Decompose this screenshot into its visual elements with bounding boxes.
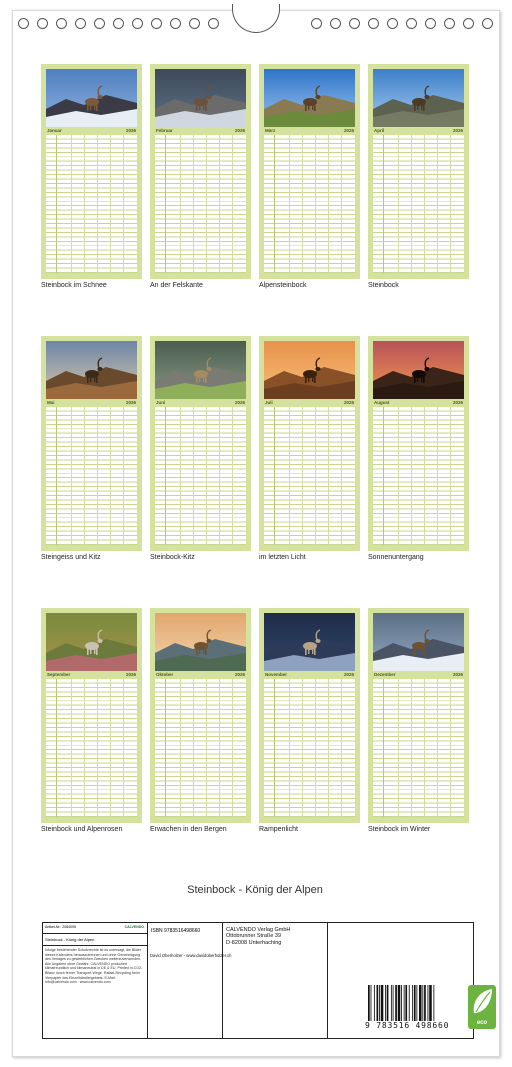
day-rows — [155, 407, 246, 545]
author-credit: David Oberholzer - www.davidoberholzer.ch — [150, 953, 232, 958]
entry-column-line — [341, 135, 342, 273]
binding-hole — [113, 18, 124, 29]
entry-column-line — [123, 135, 124, 273]
entry-column-line — [110, 679, 111, 817]
day-rows — [373, 679, 464, 817]
day-number-column — [155, 679, 166, 817]
month-name: Juli — [265, 400, 273, 405]
day-rows — [373, 407, 464, 545]
month-panel — [259, 608, 360, 823]
info-column-isbn — [148, 923, 223, 1038]
month-photo — [264, 69, 355, 127]
month-header — [373, 671, 464, 678]
binding-hole — [151, 18, 162, 29]
month-panel — [41, 336, 142, 551]
month-caption: Sonnenuntergang — [368, 554, 424, 561]
month-year: 2026 — [125, 400, 136, 405]
binding-hole — [37, 18, 48, 29]
entry-column-line — [232, 407, 233, 545]
entry-column-line — [219, 679, 220, 817]
binding-hole — [189, 18, 200, 29]
month-header — [46, 127, 137, 134]
binding-hole — [368, 18, 379, 29]
month-photo — [46, 341, 137, 399]
month-caption: Steinbock und Alpenrosen — [41, 826, 123, 833]
eco-label: eco — [476, 1020, 488, 1026]
entry-column-line — [232, 679, 233, 817]
entry-column-line — [123, 407, 124, 545]
month-year: 2026 — [125, 128, 136, 133]
info-column-publisher — [223, 923, 328, 1038]
day-rows — [264, 679, 355, 817]
month-photo — [264, 341, 355, 399]
binding-hole — [208, 18, 219, 29]
barcode-bar — [377, 985, 379, 1021]
entry-column-line — [424, 679, 425, 817]
entry-column-line — [424, 407, 425, 545]
entry-column-line — [437, 135, 438, 273]
barcode-bar — [419, 985, 422, 1021]
barcode-bar — [412, 985, 413, 1021]
barcode-bar — [416, 985, 417, 1021]
entry-column-line — [219, 135, 220, 273]
entry-column-line — [341, 407, 342, 545]
day-rows — [264, 135, 355, 273]
day-number-column — [264, 135, 275, 273]
month-photo — [373, 69, 464, 127]
entry-column-line — [328, 407, 329, 545]
entry-column-line — [180, 679, 181, 817]
entry-column-line — [424, 135, 425, 273]
month-year: 2026 — [234, 400, 245, 405]
month-panel — [368, 336, 469, 551]
month-name: Mai — [47, 400, 55, 405]
entry-column-line — [289, 679, 290, 817]
month-caption: Steinbock im Winter — [368, 826, 431, 833]
month-year: 2026 — [452, 128, 463, 133]
entry-column-line — [84, 135, 85, 273]
entry-column-line — [302, 679, 303, 817]
entry-column-line — [84, 407, 85, 545]
month-caption: An der Felskante — [150, 282, 203, 289]
barcode-bar — [404, 985, 405, 1021]
month-year: 2026 — [452, 672, 463, 677]
entry-column-line — [123, 679, 124, 817]
month-header — [155, 127, 246, 134]
month-header — [264, 399, 355, 406]
entry-column-line — [302, 407, 303, 545]
month-caption: Steinbock im Schnee — [41, 282, 107, 289]
entry-column-line — [206, 407, 207, 545]
entry-column-line — [289, 407, 290, 545]
barcode-number: 9 783516 498660 — [365, 1021, 450, 1030]
entry-column-line — [437, 679, 438, 817]
day-number-column — [373, 679, 384, 817]
month-name: Januar — [47, 128, 62, 133]
barcode-bar — [433, 985, 434, 1021]
entry-column-line — [193, 135, 194, 273]
eco-badge — [468, 985, 496, 1029]
month-name: März — [265, 128, 276, 133]
isbn: ISBN 9783516498660 — [151, 928, 201, 934]
month-panel — [368, 64, 469, 279]
barcode-bar — [428, 985, 429, 1021]
entry-column-line — [97, 407, 98, 545]
barcode-bar — [429, 985, 432, 1021]
entry-column-line — [450, 407, 451, 545]
month-header — [155, 671, 246, 678]
binding-hole — [170, 18, 181, 29]
month-photo — [373, 341, 464, 399]
month-name: November — [265, 672, 288, 677]
barcode-bar — [374, 985, 375, 1021]
month-panel — [41, 64, 142, 279]
binding-hole — [387, 18, 398, 29]
barcode-bar — [401, 985, 402, 1021]
entry-column-line — [71, 679, 72, 817]
barcode-bar — [424, 985, 426, 1021]
info-column-product — [43, 923, 148, 1038]
entry-column-line — [302, 135, 303, 273]
barcode-bar — [387, 985, 389, 1021]
binding-hole — [425, 18, 436, 29]
entry-column-line — [110, 407, 111, 545]
month-panel — [259, 64, 360, 279]
month-name: Oktober — [156, 672, 174, 677]
entry-column-line — [315, 135, 316, 273]
entry-column-line — [206, 679, 207, 817]
entry-column-line — [180, 135, 181, 273]
entry-column-line — [411, 135, 412, 273]
entry-column-line — [411, 407, 412, 545]
month-panel — [150, 608, 251, 823]
month-header — [264, 671, 355, 678]
day-number-column — [46, 679, 57, 817]
entry-column-line — [71, 407, 72, 545]
entry-column-line — [84, 679, 85, 817]
binding-hole — [18, 18, 29, 29]
binding-hole — [406, 18, 417, 29]
month-header — [155, 399, 246, 406]
entry-column-line — [193, 679, 194, 817]
barcode-bar — [405, 985, 407, 1021]
month-year: 2026 — [452, 400, 463, 405]
info-box — [42, 922, 488, 1039]
day-number-column — [155, 407, 166, 545]
day-rows — [46, 679, 137, 817]
day-number-column — [46, 135, 57, 273]
day-number-column — [264, 407, 275, 545]
month-panel — [368, 608, 469, 823]
entry-column-line — [315, 679, 316, 817]
month-panel — [150, 64, 251, 279]
binding-hole — [94, 18, 105, 29]
entry-column-line — [289, 135, 290, 273]
day-number-column — [264, 679, 275, 817]
entry-column-line — [437, 407, 438, 545]
leaf-icon — [468, 985, 496, 1019]
month-header — [373, 399, 464, 406]
barcode-bar — [398, 985, 401, 1021]
entry-column-line — [450, 135, 451, 273]
month-panel — [150, 336, 251, 551]
month-caption: im letzten Licht — [259, 554, 306, 561]
day-number-column — [373, 407, 384, 545]
entry-column-line — [450, 679, 451, 817]
entry-column-line — [398, 135, 399, 273]
barcode-bar — [414, 985, 416, 1021]
month-header — [373, 127, 464, 134]
entry-column-line — [328, 135, 329, 273]
month-name: April — [374, 128, 385, 133]
entry-column-line — [315, 407, 316, 545]
day-rows — [155, 135, 246, 273]
barcode-bar — [385, 985, 386, 1021]
entry-column-line — [97, 679, 98, 817]
day-rows — [373, 135, 464, 273]
month-caption: Steingeiss und Kitz — [41, 554, 101, 561]
month-caption: Alpensteinbock — [259, 282, 307, 289]
month-caption: Steinbock-Kitz — [150, 554, 195, 561]
entry-column-line — [219, 407, 220, 545]
month-name: Juni — [156, 400, 166, 405]
month-header — [46, 399, 137, 406]
article-number: Artikel-Nr.: 2084095 — [45, 925, 76, 929]
barcode-bar — [381, 985, 384, 1021]
day-rows — [46, 407, 137, 545]
entry-column-line — [193, 407, 194, 545]
entry-column-line — [71, 135, 72, 273]
month-caption: Rampenlicht — [259, 826, 298, 833]
entry-column-line — [341, 679, 342, 817]
month-photo — [155, 613, 246, 671]
barcode-bar — [391, 985, 392, 1021]
month-photo — [46, 613, 137, 671]
month-name: Dezember — [374, 672, 396, 677]
month-year: 2026 — [343, 400, 354, 405]
month-name: August — [374, 400, 390, 405]
publisher-address: CALVENDO Verlag GmbH Ottobrunner Straße 39 D-82008 Unterhaching — [226, 927, 291, 946]
binding-hole — [349, 18, 360, 29]
day-number-column — [46, 407, 57, 545]
month-header — [46, 671, 137, 678]
binding-hole — [132, 18, 143, 29]
entry-column-line — [328, 679, 329, 817]
legal-text: Infolge bestehender Schutzrechte ist es untersagt, die Bilder dieses Kalenders herauszutrennen und ohne Genehmigung des Verlages zu gewerblichen Zwecken weiterzuverwenden. Alle Angaben ohne Gewähr. CALVENDO produziert klimafreundlich und klimaneutral in DE & EU. Printed in CO2-Bilanz durch ferner Transport-Wege. Rafael-Recycling beim Vierpapier des Einzelhändlergebiets. E-Mail: info@calvendo.com · www.calvendo.com — [45, 948, 143, 985]
month-photo — [155, 69, 246, 127]
entry-column-line — [206, 135, 207, 273]
day-rows — [264, 407, 355, 545]
binding-hole — [56, 18, 67, 29]
month-photo — [264, 613, 355, 671]
day-number-column — [373, 135, 384, 273]
barcode-bar — [395, 985, 397, 1021]
binding-hole — [482, 18, 493, 29]
product-name: Steinbock - König der Alpen — [43, 934, 147, 946]
info-column-barcode — [328, 923, 488, 1038]
month-year: 2026 — [234, 128, 245, 133]
month-photo — [46, 69, 137, 127]
month-year: 2026 — [343, 672, 354, 677]
month-caption: Steinbock — [368, 282, 399, 289]
month-header — [264, 127, 355, 134]
day-number-column — [155, 135, 166, 273]
month-name: Februar — [156, 128, 173, 133]
entry-column-line — [97, 135, 98, 273]
month-panel — [41, 608, 142, 823]
month-photo — [155, 341, 246, 399]
month-year: 2026 — [234, 672, 245, 677]
entry-column-line — [398, 679, 399, 817]
barcode-bar — [409, 985, 410, 1021]
month-panel — [259, 336, 360, 551]
month-year: 2026 — [125, 672, 136, 677]
binding-hole — [311, 18, 322, 29]
entry-column-line — [180, 407, 181, 545]
barcode-bar — [368, 985, 370, 1021]
entry-column-line — [110, 135, 111, 273]
barcode-bar — [379, 985, 380, 1021]
entry-column-line — [411, 679, 412, 817]
entry-column-line — [232, 135, 233, 273]
calvendo-logo: CALVENDO — [124, 925, 144, 929]
month-caption: Erwachen in den Bergen — [150, 826, 227, 833]
calendar-title: Steinbock - König der Alpen — [187, 884, 323, 896]
binding-hole — [330, 18, 341, 29]
barcode-bar — [422, 985, 423, 1021]
month-photo — [373, 613, 464, 671]
barcode-bar — [393, 985, 394, 1021]
binding-hole — [444, 18, 455, 29]
binding-hole — [75, 18, 86, 29]
month-name: September — [47, 672, 71, 677]
barcode-bar — [371, 985, 372, 1021]
entry-column-line — [398, 407, 399, 545]
day-rows — [155, 679, 246, 817]
day-rows — [46, 135, 137, 273]
binding-hole — [463, 18, 474, 29]
month-year: 2026 — [343, 128, 354, 133]
